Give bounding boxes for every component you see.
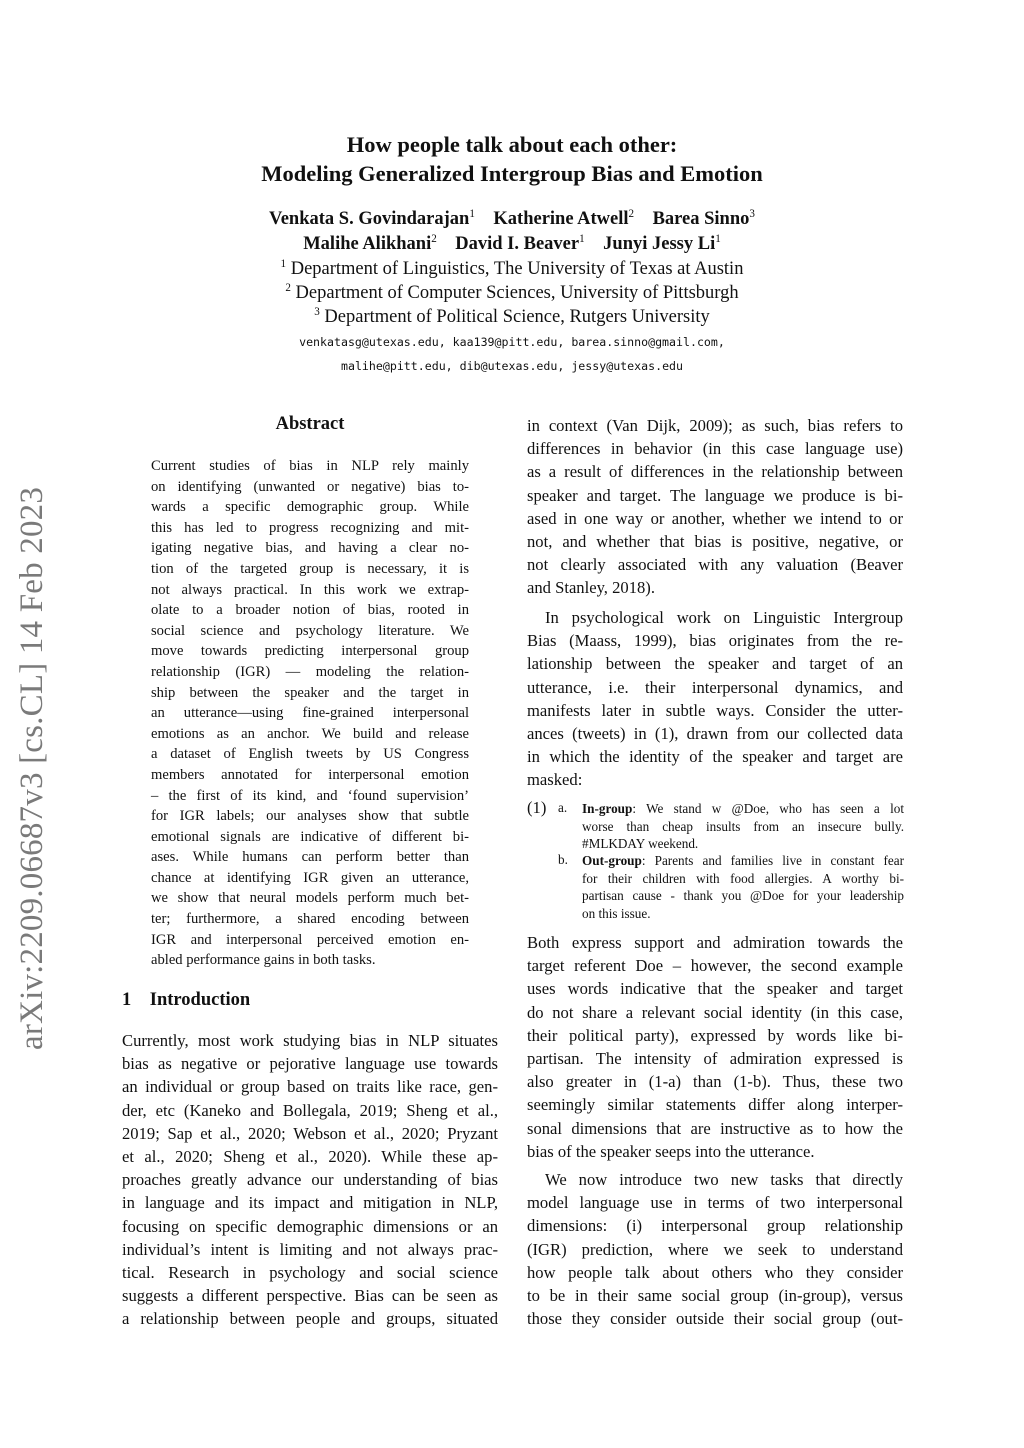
right-para-4 <box>527 1168 903 1330</box>
body-line: partisan. The intensity of admiration expressed is <box>527 1048 903 1068</box>
body-line: uses words indicative that the speaker and target <box>527 979 903 999</box>
author-line-2 <box>0 232 1024 257</box>
body-line: (IGR) prediction, where we seek to understand <box>527 1239 903 1259</box>
affiliation <box>0 281 1024 305</box>
example-text: : Parents and families live in constant fear <box>641 853 904 868</box>
abstract-line: – the first of its kind, and ‘found supervision’ <box>151 787 469 804</box>
body-line: individual’s intent is limiting and not always prac- <box>122 1239 498 1259</box>
body-line: model language use in terms of two interpersonal <box>527 1193 903 1213</box>
body-line: to be in their same social group (in-group), versus <box>527 1285 903 1305</box>
author-name: Junyi Jessy Li <box>603 234 716 254</box>
example-number: (1) <box>527 798 547 817</box>
abstract-line: chance at identifying IGR given an utterance, <box>151 869 469 886</box>
paper-title-line-2: Modeling Generalized Intergroup Bias and Emotion <box>261 161 763 186</box>
body-line: der, etc (Kaneko and Bollegala, 2019; Sheng et al., <box>122 1100 498 1120</box>
example-line: worse than cheap insults from an insecure bully. <box>582 818 904 834</box>
body-line: not clearly associated with any valuation (Beaver <box>527 555 903 575</box>
author-affil-mark: 2 <box>628 207 635 220</box>
body-line: bias as negative or pejorative language use towards <box>122 1054 498 1074</box>
example-line: #MLKDAY weekend. <box>582 836 699 851</box>
body-line: tical. Research in psychology and social science <box>122 1262 498 1282</box>
abstract-line: not always practical. In this work we extrap- <box>151 581 469 598</box>
abstract-heading: Abstract <box>275 414 345 434</box>
author-affil-mark: 1 <box>579 232 585 245</box>
author-affil-mark: 2 <box>431 232 437 245</box>
body-line: We now introduce two new tasks that directly <box>545 1170 903 1189</box>
example-label-bold: In-group <box>582 801 633 816</box>
abstract-line: relationship (IGR) — modeling the relation- <box>151 663 469 680</box>
author-name: Malihe Alikhani <box>303 234 432 254</box>
body-line: an individual or group based on traits like race, gen- <box>122 1077 498 1097</box>
author-affil-mark: 3 <box>749 207 755 220</box>
body-line: differences in behavior (in this case language use) <box>527 439 903 459</box>
abstract-line: ter; furthermore, a shared encoding between <box>151 911 469 928</box>
section-number: 1 <box>122 990 132 1010</box>
section-heading <box>122 990 250 1011</box>
affiliation-text: Department of Linguistics, The University of Texas at Austin <box>290 259 744 279</box>
affiliation <box>0 305 1024 329</box>
body-line: and Stanley, 2018). <box>527 578 655 598</box>
abstract-line: for IGR labels; our analyses show that subtle <box>151 808 469 825</box>
body-line: masked: <box>527 770 583 790</box>
body-line: speaker and target. The language we produce is bi- <box>527 485 903 505</box>
example-line: partisan cause - thank you @Doe for your leadership <box>582 888 904 903</box>
body-line: target referent Doe – however, the second example <box>527 956 903 976</box>
abstract-line: tion of the targeted group is necessary, it is <box>151 560 469 577</box>
affiliation-mark: 3 <box>314 305 320 318</box>
body-line: dimensions: (i) interpersonal group relationship <box>527 1216 903 1236</box>
body-line: in context (Van Dijk, 2009); as such, bias refers to <box>527 416 903 435</box>
author-name: Barea Sinno <box>652 209 750 229</box>
example-line <box>582 852 904 870</box>
right-para-1 <box>527 414 903 600</box>
right-para-3 <box>527 931 903 1163</box>
abstract-line: we show that neural models perform much bet- <box>151 890 469 907</box>
body-line: In psychological work on Linguistic Intergroup <box>545 608 903 627</box>
author-name: Venkata S. Govindarajan <box>269 209 470 229</box>
body-line: suggests a different perspective. Bias can be seen as <box>122 1286 498 1306</box>
body-line: Both express support and admiration towards the <box>527 933 903 952</box>
affiliation <box>0 257 1024 281</box>
author-name: David I. Beaver <box>455 234 580 254</box>
author-name: Katherine Atwell <box>493 209 629 229</box>
body-line: those they consider outside their social group (out- <box>527 1309 903 1329</box>
body-line: lationship between the speaker and target of an <box>527 654 903 674</box>
body-line: et al., 2020; Sheng et al., 2020). While these ap- <box>122 1146 498 1166</box>
abstract-line: emotions as an anchor. We build and release <box>151 725 469 742</box>
affiliation-text: Department of Computer Sciences, University of Pittsburgh <box>295 283 739 303</box>
body-line: as a result of differences in the relationship between <box>527 462 903 482</box>
author-line-1 <box>0 207 1024 232</box>
example-b <box>582 852 904 922</box>
arxiv-stamp: arXiv:2209.06687v3 [cs.CL] 14 Feb 2023 <box>14 486 50 1050</box>
body-line: a relationship between people and groups, situated <box>122 1309 498 1329</box>
affiliation-text: Department of Political Science, Rutgers University <box>324 307 710 327</box>
paper-title-line-1: How people talk about each other: <box>346 132 678 157</box>
abstract-line: wards a specific demographic group. While <box>151 499 469 516</box>
abstract-line: an utterance—using fine-grained interpersonal <box>151 705 469 722</box>
body-line: ased in one way or another, whether we intend to or <box>527 508 903 528</box>
example-b-label: b. <box>558 852 568 867</box>
body-line: seemingly similar statements differ along interper- <box>527 1095 903 1115</box>
author-affil-mark: 1 <box>469 207 475 220</box>
example-a <box>582 800 904 853</box>
abstract-line: ship between the speaker and the target in <box>151 684 469 701</box>
example-line <box>582 800 904 818</box>
body-line: in language and its impact and mitigation in NLP, <box>122 1193 498 1213</box>
abstract-line: emotional signals are indicative of different bi- <box>151 828 469 845</box>
example-label-bold: Out-group <box>582 853 642 868</box>
example-line: for their children with food allergies. A worthy bi- <box>582 870 904 886</box>
body-line: do not share a relevant social identity (in this case, <box>527 1002 903 1022</box>
body-line: bias of the speaker seeps into the utterance. <box>527 1141 815 1161</box>
abstract-line: this has led to progress recognizing and mit- <box>151 519 469 536</box>
body-line: proaches greatly advance our understanding of bias <box>122 1170 498 1190</box>
author-emails-line-1: venkatasg@utexas.edu, kaa139@pitt.edu, barea.sinno@gmail.com, <box>299 335 725 349</box>
example-a-label: a. <box>558 800 568 815</box>
body-line: Bias (Maass, 1999), bias originates from the re- <box>527 631 903 651</box>
body-line: sonal dimensions that are instructive as to how the <box>527 1118 903 1138</box>
abstract-line: members annotated for interpersonal emotion <box>151 766 469 783</box>
right-para-2 <box>527 606 903 792</box>
example-line: on this issue. <box>582 905 651 921</box>
body-line: how people talk about others who they consider <box>527 1262 903 1282</box>
body-line: ances (tweets) in (1), drawn from our collected data <box>527 723 903 743</box>
abstract-line: abled performance gains in both tasks. <box>151 952 376 969</box>
abstract-line: social science and psychology literature. We <box>151 622 469 639</box>
body-line: manifests later in subtle ways. Consider the utter- <box>527 700 903 720</box>
abstract-line: a dataset of English tweets by US Congress <box>151 746 469 763</box>
abstract-line: olate to a broader notion of bias, rooted in <box>151 602 469 619</box>
body-line: focusing on specific demographic dimensions or an <box>122 1216 498 1236</box>
author-affil-mark: 1 <box>715 232 721 245</box>
abstract-line: Current studies of bias in NLP rely mainly <box>151 458 469 474</box>
body-line: also greater in (1-a) than (1-b). Thus, these two <box>527 1072 903 1092</box>
body-line: 2019; Sap et al., 2020; Webson et al., 2020; Pryzant <box>122 1123 498 1143</box>
affiliation-mark: 1 <box>280 257 287 270</box>
abstract-line: igating negative bias, and having a clear no- <box>151 540 469 557</box>
abstract-line: on identifying (unwanted or negative) bias to- <box>151 478 469 495</box>
example-text: : We stand w @Doe, who has seen a lot <box>632 801 904 816</box>
body-line: their political party), expressed by words like bi- <box>527 1025 903 1045</box>
body-line: Currently, most work studying bias in NLP situates <box>122 1031 498 1050</box>
abstract-line: ases. While humans can perform better than <box>151 849 469 866</box>
author-emails-line-2: malihe@pitt.edu, dib@utexas.edu, jessy@utexas.edu <box>340 359 684 373</box>
affiliation-mark: 2 <box>285 281 291 294</box>
abstract-line: IGR and interpersonal perceived emotion en- <box>151 931 469 948</box>
intro-body <box>122 1029 498 1330</box>
body-line: in which the identity of the speaker and target are <box>527 747 903 767</box>
abstract-body <box>151 456 469 971</box>
section-title: Introduction <box>149 990 251 1010</box>
abstract-line: move towards predicting interpersonal group <box>151 643 469 660</box>
body-line: not, and whether that bias is positive, negative, or <box>527 531 903 551</box>
body-line: utterance, i.e. their interpersonal dynamics, and <box>527 677 903 697</box>
